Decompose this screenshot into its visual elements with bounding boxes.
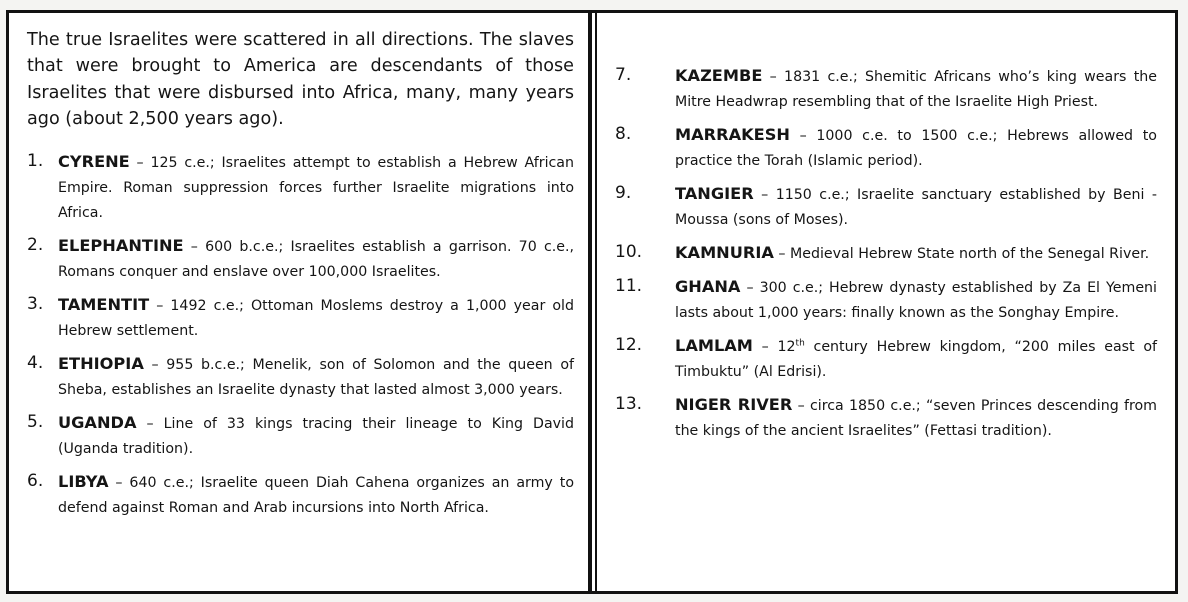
list-item bbox=[615, 240, 1157, 267]
place-name: CYRENE bbox=[58, 151, 130, 171]
item-number: 7. bbox=[615, 65, 632, 85]
item-description: – 125 c.e.; Israelites attempt to establish a Hebrew African Empire. Roman suppression forces further Israelite migrations into Africa. bbox=[58, 154, 574, 221]
intro-paragraph: The true Israelites were scattered in all directions. The slaves that were brought to America are descendants of those Israelites that were disbursed into Africa, many, many years ago (about 2,500 years ago). bbox=[27, 30, 574, 130]
document-frame bbox=[6, 10, 1178, 594]
item-description: – 300 c.e.; Hebrew dynasty established by Za El Yemeni lasts about 1,000 years: finally known as the Songhay Empire. bbox=[675, 280, 1157, 321]
place-name: MARRAKESH bbox=[675, 125, 790, 144]
item-number: 13. bbox=[615, 394, 643, 414]
right-column bbox=[595, 13, 1175, 591]
list-item bbox=[27, 233, 574, 285]
left-column bbox=[9, 13, 592, 591]
item-text bbox=[675, 274, 1157, 326]
item-text bbox=[675, 181, 1157, 233]
item-text bbox=[675, 240, 1157, 267]
item-number: 6. bbox=[27, 470, 44, 491]
list-item bbox=[615, 333, 1157, 385]
item-number: 9. bbox=[615, 183, 632, 203]
item-text bbox=[58, 233, 574, 285]
item-description: – 640 c.e.; Israelite queen Diah Cahena organizes an army to defend against Roman and Arab incursions into North Africa. bbox=[58, 474, 574, 516]
place-name: TAMENTIT bbox=[58, 294, 150, 314]
item-number: 3. bbox=[27, 293, 44, 314]
item-number: 2. bbox=[27, 234, 44, 255]
item-description: – 1150 c.e.; Israelite sanctuary established by Beni -Moussa (sons of Moses). bbox=[675, 187, 1157, 228]
item-text bbox=[675, 333, 1157, 385]
item-description: – 955 b.c.e.; Menelik, son of Solomon and the queen of Sheba, establishes an Israelite dynasty that lasted almost 3,000 years. bbox=[58, 356, 574, 398]
list-item bbox=[615, 63, 1157, 115]
place-name: UGANDA bbox=[58, 412, 137, 432]
item-number: 11. bbox=[615, 276, 643, 296]
item-number: 8. bbox=[615, 124, 632, 144]
list-item bbox=[27, 351, 574, 403]
item-text bbox=[58, 292, 574, 344]
item-description: – Line of 33 kings tracing their lineage to King David (Uganda tradition). bbox=[58, 415, 574, 457]
place-name: ETHIOPIA bbox=[58, 353, 144, 373]
item-description: – 1831 c.e.; Shemitic Africans who’s king wears the Mitre Headwrap resembling that of the Israelite High Priest. bbox=[675, 69, 1157, 110]
list-item bbox=[615, 181, 1157, 233]
item-number: 1. bbox=[27, 150, 44, 171]
item-text bbox=[675, 122, 1157, 174]
ordinal-superscript: th bbox=[795, 338, 805, 349]
place-name: NIGER RIVER bbox=[675, 395, 793, 414]
item-number: 4. bbox=[27, 352, 44, 373]
list-item bbox=[27, 149, 574, 226]
list-item bbox=[615, 392, 1157, 444]
item-description: – 1492 c.e.; Ottoman Moslems destroy a 1,000 year old Hebrew settlement. bbox=[58, 297, 574, 339]
item-description: – 1000 c.e. to 1500 c.e.; Hebrews allowed to practice the Torah (Islamic period). bbox=[675, 128, 1157, 169]
item-number: 10. bbox=[615, 242, 643, 262]
place-name: TANGIER bbox=[675, 184, 754, 203]
item-text bbox=[58, 351, 574, 403]
list-item bbox=[27, 292, 574, 344]
place-name: ELEPHANTINE bbox=[58, 235, 184, 255]
item-description-prefix: – 12 bbox=[752, 339, 796, 355]
item-description: – circa 1850 c.e.; “seven Princes descending from the kings of the ancient Israelites” (Fettasi tradition). bbox=[675, 398, 1157, 439]
place-name: KAZEMBE bbox=[675, 66, 763, 85]
place-name: KAMNURIA bbox=[675, 243, 774, 262]
item-text bbox=[58, 149, 574, 226]
list-item bbox=[27, 469, 574, 521]
item-number: 5. bbox=[27, 411, 44, 432]
item-description: century Hebrew kingdom, “200 miles east of Timbuktu” (Al Edrisi). bbox=[675, 339, 1158, 380]
item-text bbox=[58, 469, 574, 521]
list-item bbox=[27, 410, 574, 462]
list-item bbox=[615, 274, 1157, 326]
item-description: – Medieval Hebrew State north of the Senegal River. bbox=[773, 246, 1150, 262]
item-description: – 600 b.c.e.; Israelites establish a garrison. 70 c.e., Romans conquer and enslave over 100,000 Israelites. bbox=[58, 238, 574, 280]
item-text bbox=[675, 63, 1157, 115]
item-text bbox=[58, 410, 574, 462]
item-number: 12. bbox=[615, 335, 643, 355]
place-name: GHANA bbox=[675, 277, 741, 296]
item-text bbox=[675, 392, 1157, 444]
list-item bbox=[615, 122, 1157, 174]
place-name: LAMLAM bbox=[675, 336, 753, 355]
place-name: LIBYA bbox=[58, 471, 109, 491]
